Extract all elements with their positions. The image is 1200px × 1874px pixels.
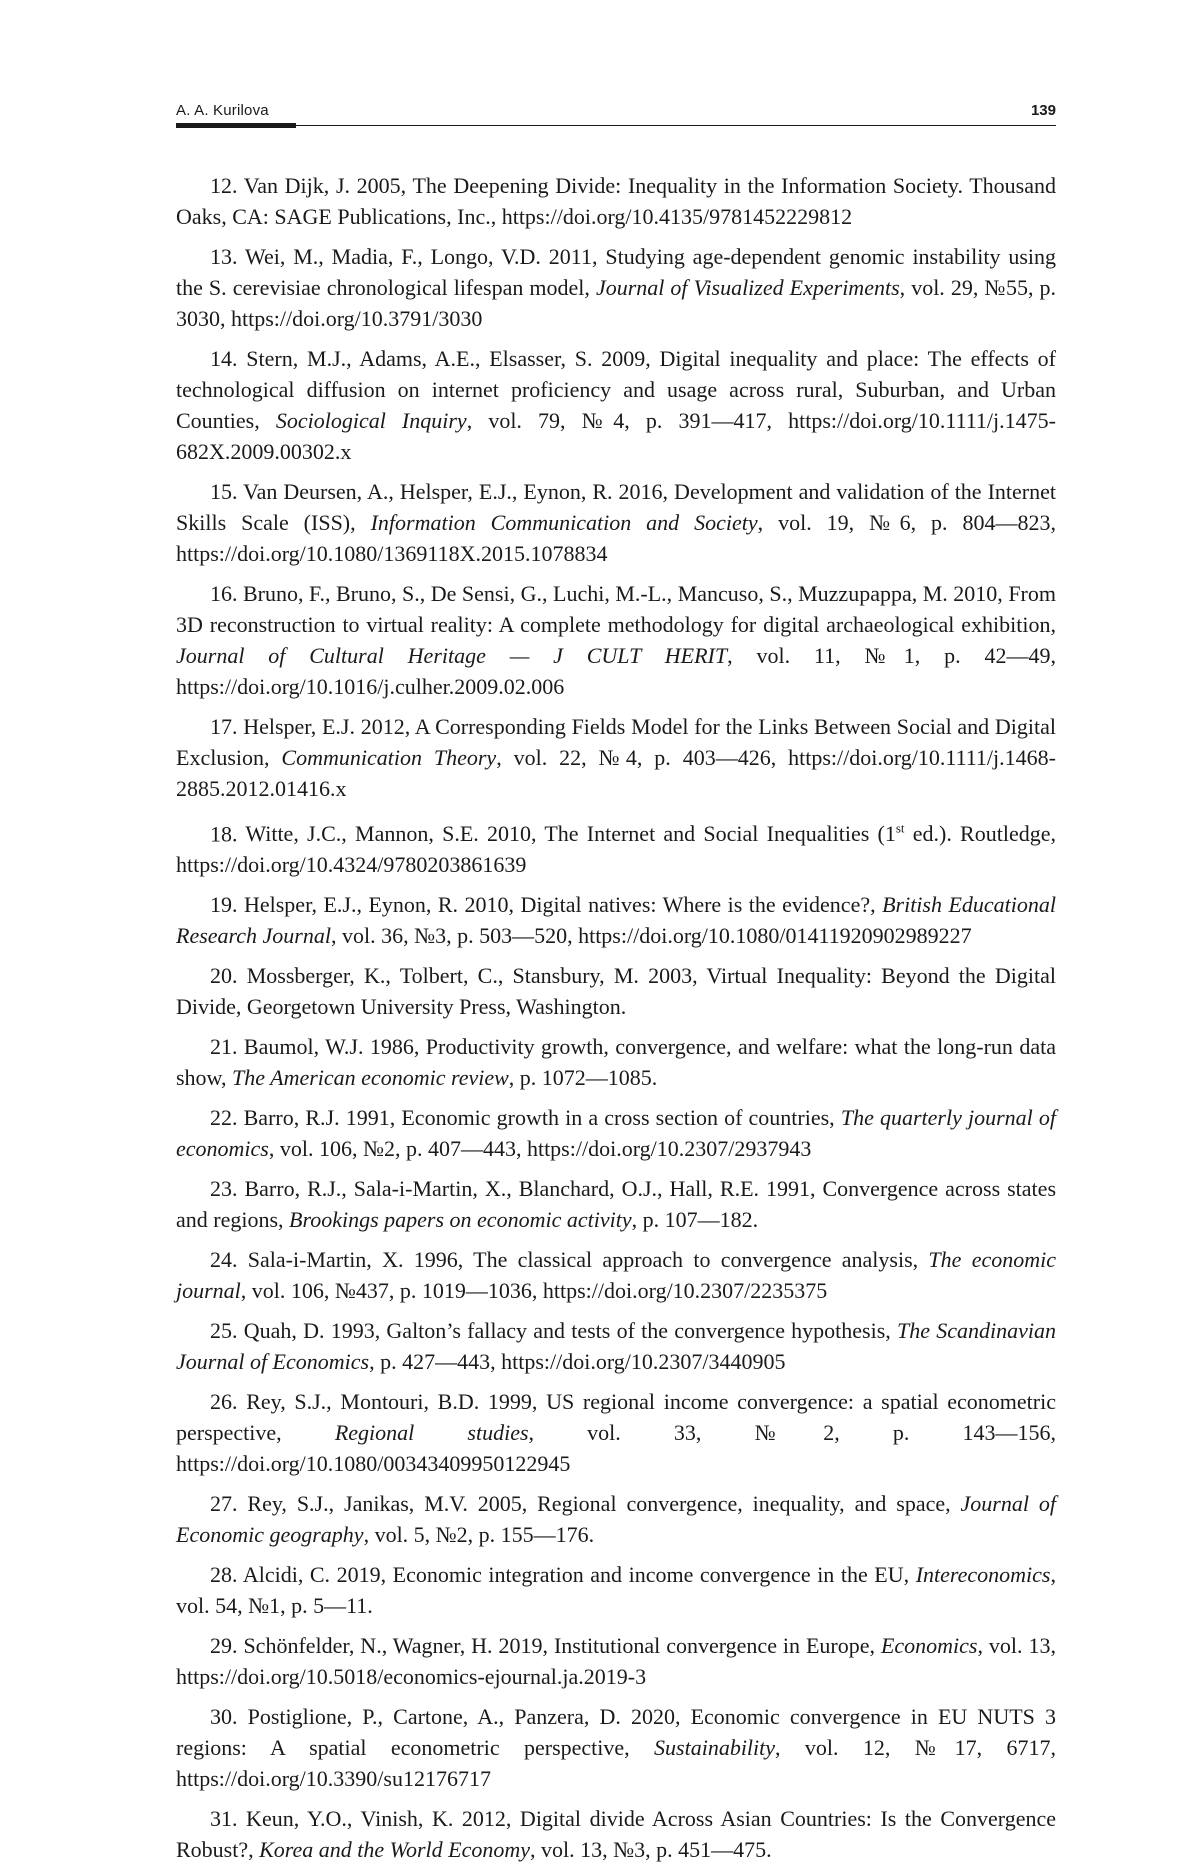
reference-number: 19. [210,892,238,918]
reference-number: 12. [210,173,238,198]
reference-item [176,1102,1056,1164]
reference-text: , vol. 29, №55, p. 3030, https://doi.org/10.3791/3030 [176,275,1056,331]
reference-journal-title: Information Communication and Society [370,510,758,535]
reference-journal-title: The economic journal [176,1247,1056,1304]
reference-number: 28. [210,1562,238,1588]
reference-text: Stern, M.J., Adams, A.E., Elsasser, S. 2009, Digital inequality and place: The effects of technological diffusion on internet proficiency and usage across rural, Suburban, and Urban Counties, [176,346,1056,433]
reference-item [176,1244,1056,1306]
reference-item [176,1386,1056,1479]
reference-item [176,1803,1056,1865]
reference-item [176,1701,1056,1794]
reference-text: Rey, S.J., Montouri, B.D. 1999, US regional income convergence: a spatial econometric perspective, [176,1389,1056,1446]
reference-number: 13. [210,244,238,269]
reference-item [176,578,1056,702]
reference-item [176,1315,1056,1377]
reference-text: , p. 427—443, https://doi.org/10.2307/3440905 [369,1349,786,1375]
reference-text: Rey, S.J., Janikas, M.V. 2005, Regional convergence, inequality, and space, [237,1491,961,1517]
reference-item [176,170,1056,232]
reference-number: 25. [210,1318,238,1344]
reference-text: , vol. 22, №4, p. 403—426, https://doi.org/10.1111/j.1468-2885.2012.01416.x [176,745,1056,801]
reference-text: Witte, J.C., Mannon, S.E. 2010, The Internet and Social Inequalities (1st ed.). Routledge, https://doi.org/10.4324/9780203861639 [176,821,1056,878]
reference-number: 27. [210,1491,238,1517]
reference-item [176,1173,1056,1235]
reference-journal-title: Brookings papers on economic activity [289,1207,632,1233]
reference-text: , vol. 79, №4, p. 391—417, https://doi.org/10.1111/j.1475-682X.2009.00302.x [176,408,1056,464]
reference-text: , p. 1072—1085. [508,1065,658,1091]
reference-text: Wei, M., Madia, F., Longo, V.D. 2011, Studying age-dependent genomic instability using the S. cerevisiae chronological lifespan model, [176,244,1056,300]
reference-item [176,1559,1056,1621]
running-header-author: A. A. Kurilova [176,102,269,119]
reference-text: , vol. 33, №2, p. 143—156, https://doi.org/10.1080/00343409950122945 [176,1420,1056,1477]
reference-text: Baumol, W.J. 1986, Productivity growth, convergence, and welfare: what the long-run data show, [176,1034,1056,1091]
reference-text: , vol. 12, №17, 6717, https://doi.org/10.3390/su12176717 [176,1735,1056,1792]
reference-journal-title: Korea and the World Economy [259,1837,531,1863]
reference-text: Postiglione, P., Cartone, A., Panzera, D. 2020, Economic convergence in EU NUTS 3 regions: A spatial econometric perspective, [176,1704,1056,1761]
reference-item [176,241,1056,334]
page-number: 139 [1030,102,1056,119]
reference-number: 20. [210,963,238,989]
reference-text: , vol. 5, №2, p. 155—176. [363,1522,595,1548]
reference-number: 26. [210,1389,238,1415]
reference-journal-title: Communication Theory [281,745,497,770]
reference-text: Schönfelder, N., Wagner, H. 2019, Institutional convergence in Europe, [237,1633,881,1659]
reference-item [176,711,1056,804]
reference-text: , vol. 19, №6, p. 804—823, https://doi.org/10.1080/1369118X.2015.1078834 [176,510,1056,566]
reference-journal-title: British Educational Research Journal [176,892,1056,949]
header-rule [176,125,1056,126]
reference-journal-title: Economics [880,1633,978,1659]
reference-text: , vol. 13, https://doi.org/10.5018/economics-ejournal.ja.2019-3 [176,1633,1056,1690]
reference-journal-title: Journal of Cultural Heritage — J CULT HERIT [176,643,728,668]
reference-number: 18. [210,821,238,847]
reference-item [176,476,1056,569]
reference-text: , vol. 106, №437, p. 1019—1036, https://doi.org/10.2307/2235375 [240,1278,828,1304]
reference-text: Barro, R.J. 1991, Economic growth in a cross section of countries, [237,1105,841,1131]
reference-journal-title: The Scandinavian Journal of Economics [176,1318,1056,1375]
reference-item [176,1488,1056,1550]
reference-text: , p. 107—182. [631,1207,759,1233]
reference-text: , vol. 106, №2, p. 407—443, https://doi.org/10.2307/2937943 [268,1136,812,1162]
reference-text: Helsper, E.J., Eynon, R. 2010, Digital natives: Where is the evidence?, [237,892,883,918]
reference-text: Quah, D. 1993, Galton’s fallacy and tests of the convergence hypothesis, [237,1318,898,1344]
reference-number: 24. [210,1247,238,1273]
reference-text: Alcidi, C. 2019, Economic integration and income convergence in the EU, [237,1562,916,1588]
reference-text: , vol. 13, №3, p. 451—475. [530,1837,772,1863]
reference-text: Mossberger, K., Tolbert, C., Stansbury, M. 2003, Virtual Inequality: Beyond the Digital Divide, Georgetown University Press, Washington. [176,963,1056,1020]
reference-journal-title: Intereconomics [915,1562,1051,1588]
reference-number: 30. [210,1704,238,1730]
reference-item [176,1031,1056,1093]
reference-number: 15. [210,479,238,504]
reference-text: Van Deursen, A., Helsper, E.J., Eynon, R. 2016, Development and validation of the Internet Skills Scale (ISS), [176,479,1056,535]
reference-journal-title: The quarterly journal of economics [176,1105,1057,1162]
reference-list [176,170,1056,1874]
reference-item [176,813,1056,880]
running-header [176,100,1056,124]
reference-journal-title: Journal of Economic geography [176,1491,1056,1548]
reference-journal-title: Regional studies [334,1420,529,1446]
reference-number: 22. [210,1105,238,1131]
reference-text: , vol. 36, №3, p. 503—520, https://doi.org/10.1080/01411920902989227 [330,923,972,949]
reference-number: 29. [210,1633,238,1659]
ordinal-suffix: st [895,821,905,836]
reference-number: 16. [210,581,238,606]
reference-text: Bruno, F., Bruno, S., De Sensi, G., Luchi, M.-L., Mancuso, S., Muzzupappa, M. 2010, From 3D reconstruction to virtual reality: A complete methodology for digital archaeological exhibition, [176,581,1056,637]
reference-text: Helsper, E.J. 2012, A Corresponding Fields Model for the Links Between Social and Digital Exclusion, [176,714,1056,770]
reference-text: Barro, R.J., Sala-i-Martin, X., Blanchard, O.J., Hall, R.E. 1991, Convergence across states and regions, [176,1176,1056,1233]
reference-journal-title: Sociological Inquiry [275,408,467,433]
reference-text: Keun, Y.O., Vinish, K. 2012, Digital divide Across Asian Countries: Is the Convergence Robust?, [176,1806,1056,1863]
reference-journal-title: The American economic review [232,1065,509,1091]
reference-text: , vol. 11, №1, p. 42—49, https://doi.org/10.1016/j.culher.2009.02.006 [176,643,1056,699]
reference-number: 14. [210,346,238,371]
reference-number: 31. [210,1806,238,1832]
reference-item [176,960,1056,1022]
reference-item [176,889,1056,951]
reference-item [176,343,1056,467]
reference-number: 21. [210,1034,238,1060]
reference-text: , vol. 54, №1, p. 5—11. [176,1562,1056,1619]
reference-journal-title: Journal of Visualized Experiments [595,275,900,300]
reference-journal-title: Sustainability [654,1735,776,1761]
reference-number: 17. [210,714,238,739]
reference-text: Van Dijk, J. 2005, The Deepening Divide: Inequality in the Information Society. Thousand Oaks, CA: SAGE Publications, Inc., https://doi.org/10.4135/9781452229812 [176,173,1056,229]
reference-number: 23. [210,1176,238,1202]
reference-item [176,1630,1056,1692]
reference-text: Sala-i-Martin, X. 1996, The classical approach to convergence analysis, [237,1247,929,1273]
